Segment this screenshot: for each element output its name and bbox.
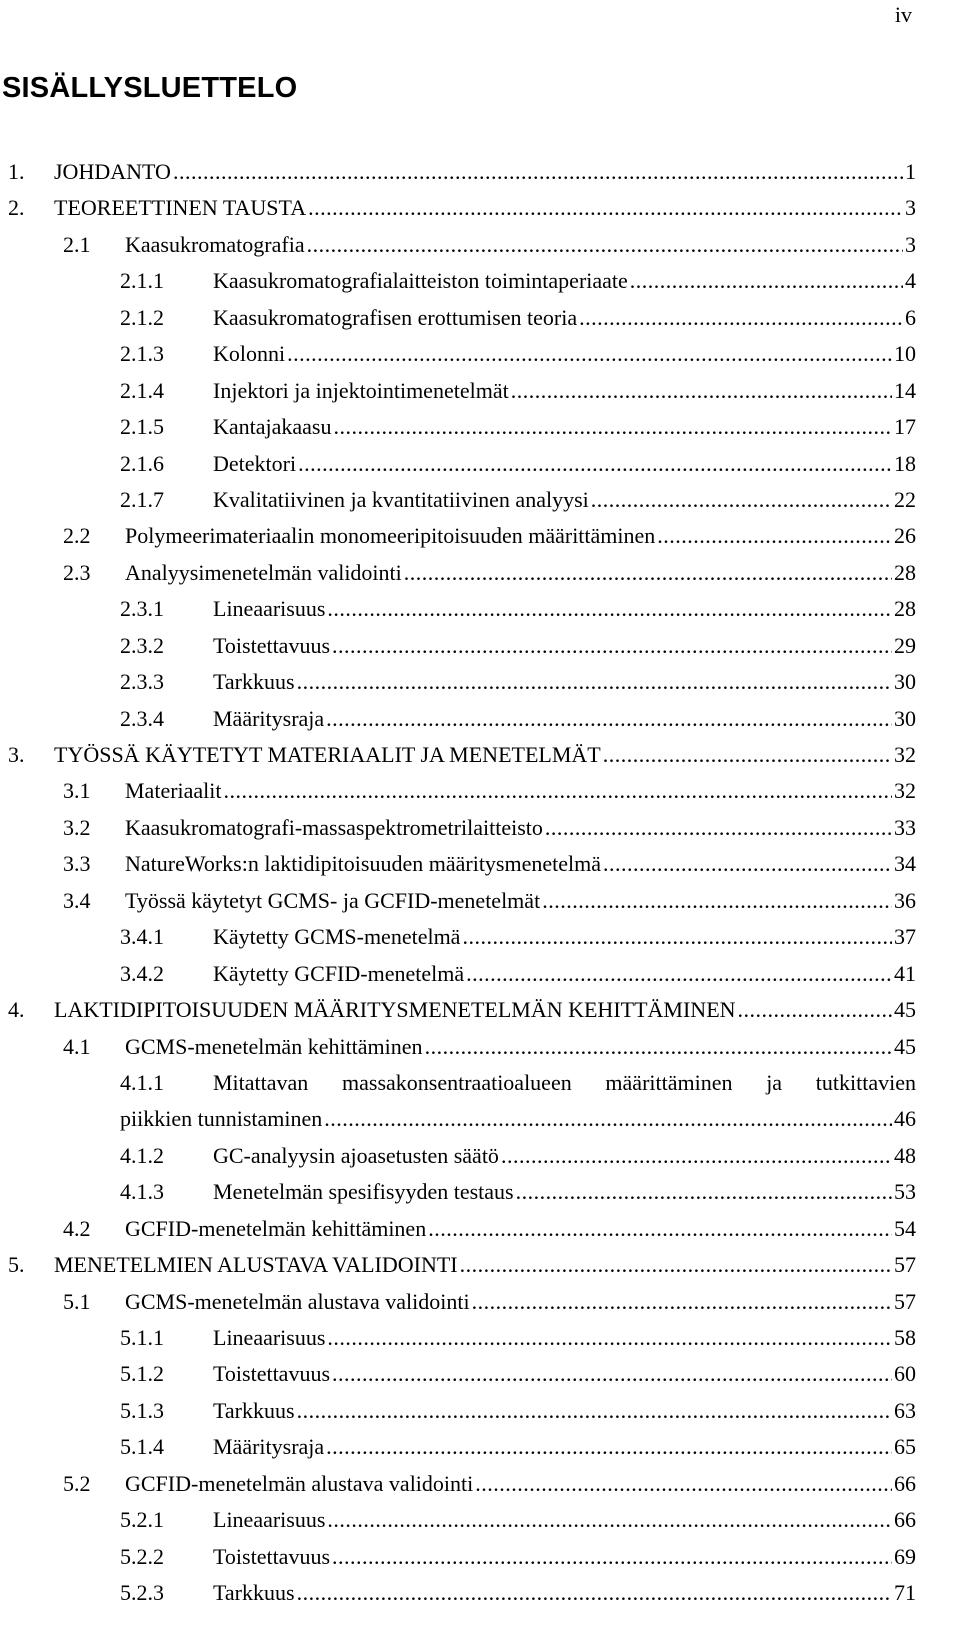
section-number: 4.1.1 <box>120 1069 164 1095</box>
toc-entry[interactable] <box>8 1393 916 1429</box>
page-ref: 46 <box>894 1106 916 1132</box>
section-title: TEOREETTINEN TAUSTA <box>54 195 307 221</box>
page-ref: 28 <box>894 596 916 622</box>
toc-entry[interactable] <box>8 919 916 955</box>
section-number: 3.3 <box>63 851 91 877</box>
section-number: 2.3.3 <box>120 669 164 695</box>
dot-leader <box>657 518 892 554</box>
toc-entry[interactable] <box>8 1174 916 1210</box>
dot-leader <box>332 1356 892 1392</box>
dot-leader <box>287 336 892 372</box>
dot-leader <box>630 263 903 299</box>
section-number: 5.2 <box>63 1470 91 1496</box>
dot-leader <box>297 1393 892 1429</box>
toc-entry[interactable] <box>8 1575 916 1611</box>
page-ref: 57 <box>894 1288 916 1314</box>
section-title: Kvalitatiivinen ja kvantitatiivinen analyysi <box>213 486 589 512</box>
section-number: 2.3.4 <box>120 705 164 731</box>
dot-leader <box>297 1575 892 1611</box>
section-title: Määritysraja <box>213 1434 325 1460</box>
section-number: 2.1.6 <box>120 450 164 476</box>
section-title: Toistettavuus <box>213 1361 331 1387</box>
dot-leader <box>501 1138 892 1174</box>
page-ref: 66 <box>894 1507 916 1533</box>
section-title: Analyysimenetelmän validointi <box>125 559 402 585</box>
section-title: Polymeerimateriaalin monomeeripitoisuuden määrittäminen <box>125 523 656 549</box>
toc-entry[interactable] <box>8 518 916 554</box>
section-number: 3.1 <box>63 778 91 804</box>
page-ref: 60 <box>894 1361 916 1387</box>
toc-entry[interactable] <box>8 482 916 518</box>
section-title: Tarkkuus <box>213 669 295 695</box>
page-ref: 3 <box>905 231 916 257</box>
dot-leader <box>332 628 892 664</box>
toc-entry[interactable] <box>8 190 916 226</box>
dot-leader <box>738 992 892 1028</box>
section-title: Kolonni <box>213 341 286 367</box>
section-number: 2.1.5 <box>120 414 164 440</box>
section-title: Kantajakaasu <box>213 414 332 440</box>
section-title: Lineaarisuus <box>213 596 326 622</box>
dot-leader <box>425 1029 892 1065</box>
section-title: TYÖSSÄ KÄYTETYT MATERIAALIT JA MENETELMÄT <box>54 742 601 767</box>
section-title: LAKTIDIPITOISUUDEN MÄÄRITYSMENETELMÄN KEHITTÄMINEN <box>54 997 736 1023</box>
section-number: 3.4.1 <box>120 924 164 950</box>
toc-entry[interactable] <box>8 300 916 336</box>
dot-leader <box>603 846 892 882</box>
section-title: Kaasukromatografi-massaspektrometrilaitteisto <box>125 814 543 840</box>
section-title: JOHDANTO <box>54 159 171 184</box>
section-title: Käytetty GCFID-menetelmä <box>213 960 465 986</box>
section-title: Käytetty GCMS-menetelmä <box>213 924 461 950</box>
section-number: 2.1.1 <box>120 268 164 294</box>
toc-entry[interactable] <box>8 773 916 809</box>
section-title: Määritysraja <box>213 705 325 731</box>
section-number: 4.1 <box>63 1033 91 1059</box>
page-ref: 3 <box>905 195 916 221</box>
toc-entry[interactable] <box>8 737 916 773</box>
section-number: 4. <box>8 997 25 1023</box>
section-title: GCMS-menetelmän kehittäminen <box>125 1033 423 1059</box>
dot-leader <box>428 1211 892 1247</box>
page-ref: 29 <box>894 632 916 658</box>
section-title: NatureWorks:n laktidipitoisuuden määritysmenetelmä <box>125 851 601 877</box>
toc-entry-continuation[interactable] <box>8 1101 916 1137</box>
dot-leader <box>324 1101 892 1137</box>
toc-entry[interactable] <box>8 1466 916 1502</box>
section-number: 3.4 <box>63 887 91 913</box>
dot-leader <box>297 664 892 700</box>
toc-entry[interactable] <box>8 1029 916 1065</box>
section-title-continuation: piikkien tunnistaminen <box>120 1106 323 1132</box>
page-ref: 34 <box>894 851 916 877</box>
page-ref: 66 <box>894 1470 916 1496</box>
dot-leader <box>475 1466 892 1502</box>
section-title: GCFID-menetelmän kehittäminen <box>125 1215 427 1241</box>
section-title: GCMS-menetelmän alustava validointi <box>125 1288 470 1314</box>
section-title: Materiaalit <box>125 778 222 804</box>
section-number: 5.2.1 <box>120 1507 164 1533</box>
section-title: Tarkkuus <box>213 1397 295 1423</box>
section-number: 2.1.7 <box>120 486 164 512</box>
page-ref: 10 <box>894 341 916 367</box>
page-ref: 63 <box>894 1397 916 1423</box>
toc-entry[interactable] <box>8 591 916 627</box>
toc-entry[interactable] <box>8 1502 916 1538</box>
section-number: 5.1.4 <box>120 1434 164 1460</box>
section-number: 5.2.2 <box>120 1543 164 1569</box>
page-ref: 14 <box>894 377 916 403</box>
page-ref: 30 <box>894 705 916 731</box>
page-ref: 53 <box>894 1179 916 1205</box>
section-number: 4.1.2 <box>120 1142 164 1168</box>
dot-leader <box>545 810 892 846</box>
section-title: Kaasukromatografialaitteiston toimintaperiaate <box>213 268 628 294</box>
dot-leader <box>298 446 892 482</box>
section-title: Lineaarisuus <box>213 1325 326 1350</box>
page-ref: 18 <box>894 450 916 476</box>
page-ref: 45 <box>894 1033 916 1059</box>
page-ref: 65 <box>894 1434 916 1460</box>
dot-leader <box>307 227 903 263</box>
section-number: 2.3 <box>63 559 91 585</box>
toc-entry[interactable] <box>8 992 916 1028</box>
page-ref: 1 <box>905 159 916 184</box>
dot-leader <box>542 883 892 919</box>
page-ref: 45 <box>894 997 916 1023</box>
dot-leader <box>326 1429 892 1465</box>
section-number: 5.1.2 <box>120 1361 164 1387</box>
section-title: Detektori <box>213 450 297 476</box>
page-ref: 33 <box>894 814 916 840</box>
section-number: 2.1.3 <box>120 341 164 367</box>
toc-entry[interactable] <box>8 154 916 190</box>
page-ref: 28 <box>894 559 916 585</box>
section-title: Toistettavuus <box>213 1543 331 1569</box>
toc-entry[interactable] <box>8 1247 916 1283</box>
section-title: Kaasukromatografisen erottumisen teoria <box>213 304 578 330</box>
page-ref: 37 <box>894 924 916 950</box>
section-number: 5.2.3 <box>120 1580 164 1606</box>
page-ref: 57 <box>894 1252 916 1278</box>
toc-entry[interactable] <box>8 1065 916 1101</box>
dot-leader <box>466 956 892 992</box>
toc-entry[interactable] <box>8 1284 916 1320</box>
section-title: Työssä käytetyt GCMS- ja GCFID-menetelmät <box>125 887 541 913</box>
section-number: 5.1.3 <box>120 1397 164 1423</box>
page-ref: 22 <box>894 486 916 512</box>
section-number: 4.2 <box>63 1215 91 1241</box>
page-ref: 71 <box>894 1580 916 1606</box>
section-number: 4.1.3 <box>120 1179 164 1205</box>
section-title: Lineaarisuus <box>213 1507 326 1533</box>
toc-entry[interactable] <box>8 1320 916 1356</box>
toc-entry[interactable] <box>8 446 916 482</box>
toc-entry[interactable] <box>8 956 916 992</box>
section-title: MENETELMIEN ALUSTAVA VALIDOINTI <box>54 1252 458 1278</box>
toc-entry[interactable] <box>8 336 916 372</box>
section-title: Menetelmän spesifisyyden testaus <box>213 1179 514 1205</box>
page-ref: 54 <box>894 1215 916 1241</box>
section-number: 2. <box>8 195 25 221</box>
section-number: 2.2 <box>63 523 91 549</box>
toc-entry[interactable] <box>8 409 916 445</box>
page-ref: 69 <box>894 1543 916 1569</box>
section-number: 3.4.2 <box>120 960 164 986</box>
section-title: Tarkkuus <box>213 1580 295 1606</box>
toc-entry[interactable] <box>8 263 916 299</box>
dot-leader <box>511 373 892 409</box>
page-ref: 30 <box>894 669 916 695</box>
section-number: 3. <box>8 742 25 767</box>
toc-entry[interactable] <box>8 1429 916 1465</box>
toc-entry[interactable] <box>8 227 916 263</box>
section-title: Toistettavuus <box>213 632 331 658</box>
page-ref: 48 <box>894 1142 916 1168</box>
section-number: 3.2 <box>63 814 91 840</box>
dot-leader <box>404 555 892 591</box>
section-number: 2.1 <box>63 231 91 257</box>
toc-entry[interactable] <box>8 628 916 664</box>
dot-leader <box>462 919 892 955</box>
toc-entry[interactable] <box>8 1138 916 1174</box>
section-number: 2.3.1 <box>120 596 164 622</box>
section-number: 2.1.2 <box>120 304 164 330</box>
toc-entry[interactable] <box>8 1211 916 1247</box>
table-of-contents <box>8 154 916 1612</box>
toc-entry[interactable] <box>8 664 916 700</box>
toc-entry[interactable] <box>8 1539 916 1575</box>
dot-leader <box>327 1320 892 1356</box>
dot-leader <box>334 409 893 445</box>
toc-entry[interactable] <box>8 373 916 409</box>
page-ref: 58 <box>894 1325 916 1350</box>
section-number: 5.1 <box>63 1288 91 1314</box>
toc-entry[interactable] <box>8 846 916 882</box>
section-title: GC-analyysin ajoasetusten säätö <box>213 1142 499 1168</box>
section-number: 2.1.4 <box>120 377 164 403</box>
dot-leader <box>516 1174 892 1210</box>
page-number: iv <box>894 2 912 27</box>
page-ref: 26 <box>894 523 916 549</box>
dot-leader <box>327 591 892 627</box>
section-number: 5.1.1 <box>120 1325 164 1350</box>
page-ref: 41 <box>894 960 916 986</box>
section-number: 2.3.2 <box>120 632 164 658</box>
toc-entry[interactable] <box>8 883 916 919</box>
dot-leader <box>579 300 903 336</box>
toc-entry[interactable] <box>8 555 916 591</box>
page-ref: 17 <box>894 414 916 440</box>
dot-leader <box>224 773 892 809</box>
dot-leader <box>308 190 903 226</box>
dot-leader <box>327 1502 892 1538</box>
dot-leader <box>591 482 892 518</box>
section-number: 1. <box>8 159 25 184</box>
toc-entry[interactable] <box>8 1356 916 1392</box>
dot-leader <box>173 154 903 190</box>
section-title: GCFID-menetelmän alustava validointi <box>125 1470 474 1496</box>
page-ref: 32 <box>894 778 916 804</box>
page-ref: 32 <box>894 742 916 767</box>
dot-leader <box>460 1247 892 1283</box>
section-title: Injektori ja injektointimenetelmät <box>213 377 509 403</box>
toc-entry[interactable] <box>8 810 916 846</box>
dot-leader <box>603 737 892 773</box>
toc-entry[interactable] <box>8 701 916 737</box>
section-number: 5. <box>8 1252 25 1278</box>
page-title: SISÄLLYSLUETTELO <box>2 72 298 104</box>
dot-leader <box>326 701 892 737</box>
section-title: Mitattavan massakonsentraatioalueen määrittäminen ja tutkittavien <box>213 1069 916 1095</box>
dot-leader <box>472 1284 892 1320</box>
section-title: Kaasukromatografia <box>125 231 305 257</box>
page-ref: 36 <box>894 887 916 913</box>
dot-leader <box>332 1539 892 1575</box>
page-ref: 6 <box>905 304 916 330</box>
page-ref: 4 <box>905 268 916 294</box>
